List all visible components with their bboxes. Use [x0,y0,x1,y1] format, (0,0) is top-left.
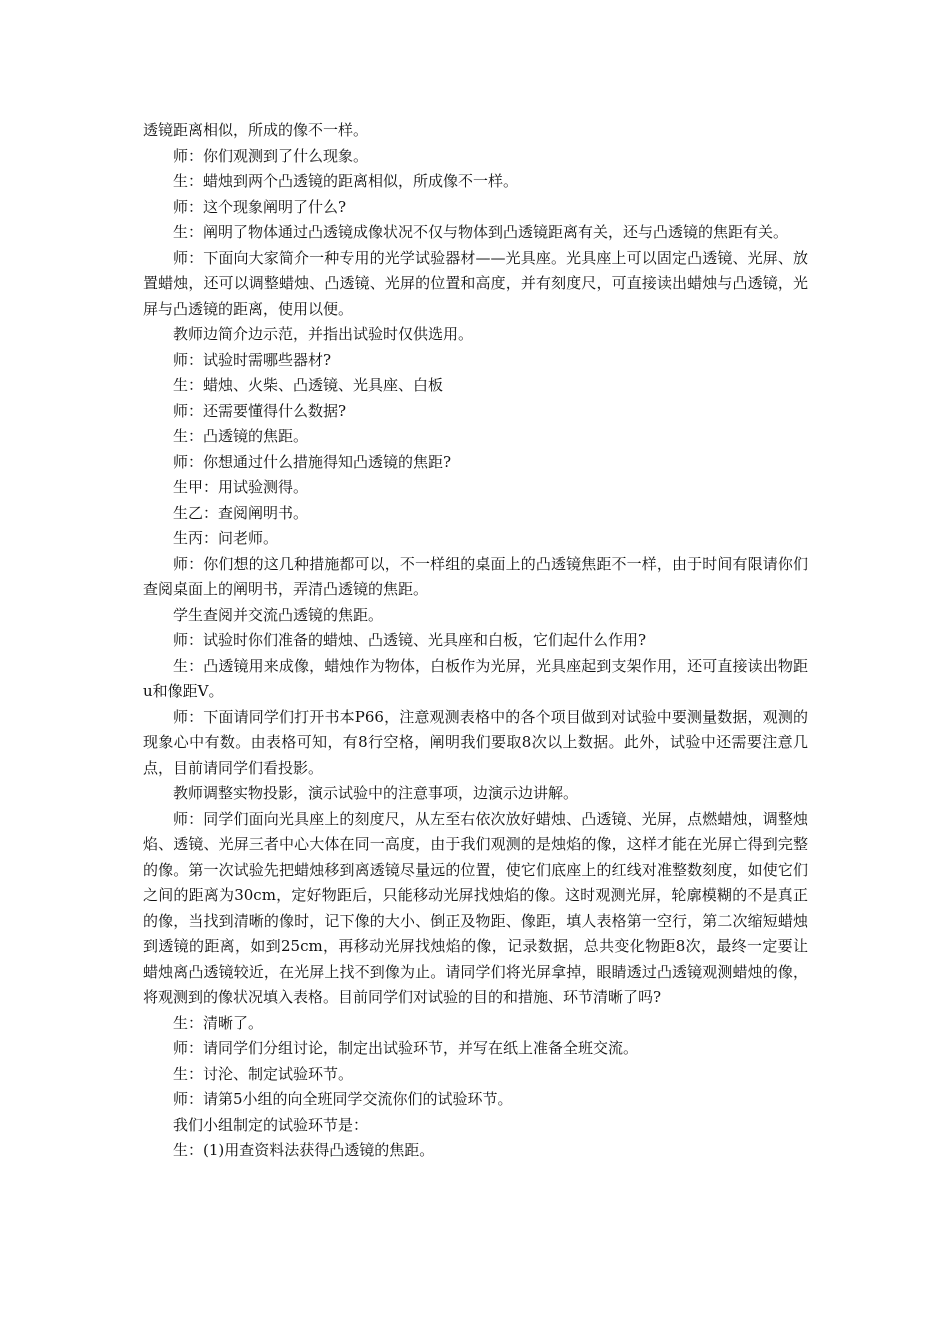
paragraph-narration: 学生查阅并交流凸透镜的焦距。 [173,605,384,624]
paragraph-teacher-instructions: 师：请第5小组的向全班同学交流你们的试验环节。 [173,1090,513,1108]
paragraph-narration: 教师调整实物投影，演示试验中的注意事项，边演示边讲解。 [173,784,579,802]
paragraph-student-answer: 生乙：查阅阐明书。 [173,503,309,522]
paragraph-student-answer: 生：凸透镜的焦距。 [173,427,309,445]
paragraph-teacher-question: 师：这个现象阐明了什么? [173,197,347,216]
paragraph-student-answer: 生：阐明了物体通过凸透镜成像状况不仅与物体到凸透镜距离有关，还与凸透镜的焦距有关。 [173,223,789,241]
paragraph-student-answer: 生：凸透镜用来成像，蜡烛作为物体，白板作为光屏，光具座起到支架作用，还可直接读出物距u和像距V。 [143,656,808,700]
paragraph-teacher-instructions: 师：同学们面向光具座上的刻度尺，从左至右依次放好蜡烛、凸透镜、光屏，点燃蜡烛，调整烛焰、透镜、光屏三者中心大体在同一高度，由于我们观测的是烛焰的像，这样才能在光屏亡得到完整的像。第一次试验先把蜡烛移到离透镜尽量远的位置，使它们底座上的红线对准整数刻度，如使它们之间的距离为30cm，定好物距后，只能移动光屏找烛焰的像。这时观测光屏，轮廓模糊的不是真正的像，当找到清晰的像时，记下像的大小、倒正及物距、像距，填人表格第一空行，第二次缩短蜡烛到透镜的距离，如到25cm，再移动光屏找烛焰的像，记录数据，总共变化物距8次，最终一定要让蜡烛离凸透镜较近，在光屏上找不到像为止。请同学们将光屏拿掉，眼睛透过凸透镜观测蜡烛的像，将观测到的像状况填入表格。目前同学们对试验的目的和措施、环节清晰了吗? [143,809,808,1006]
paragraph-narration: 教师边简介边示范，并指出试验时仅供选用。 [173,325,474,343]
paragraph-teacher-question: 师：还需要懂得什么数据? [173,401,347,420]
paragraph-teacher-question: 师：你们观测到了什么现象。 [173,146,369,165]
paragraph-teacher-question: 师：你想通过什么措施得知凸透镜的焦距? [173,452,452,471]
paragraph-student-answer: 生：清晰了。 [173,1013,264,1032]
paragraph-narration: 我们小组制定的试验环节是： [173,1115,369,1134]
paragraph-teacher-instructions: 师：请同学们分组讨论，制定出试验环节，并写在纸上准备全班交流。 [173,1039,639,1057]
paragraph-teacher-intro: 师：下面向大家简介一种专用的光学试验器材——光具座。光具座上可以固定凸透镜、光屏、放置蜡烛，还可以调整蜡烛、凸透镜、光屏的位置和高度，并有刻度尺，可直接读出蜡烛与凸透镜，光屏与凸透镜的距离，使用以便。 [143,248,808,318]
paragraph-teacher-question: 师：试验时需哪些器材? [173,350,332,369]
paragraph-teacher-question: 师：试验时你们准备的蜡烛、凸透镜、光具座和白板，它们起什么作用? [173,631,647,649]
paragraph-student-answer: 生：讨沦、制定试验环节。 [173,1064,354,1083]
paragraph-student-answer: 生：蜡烛、火柴、凸透镜、光具座、白板 [173,376,444,394]
paragraph-student-answer: 生甲：用试验测得。 [173,478,309,496]
paragraph-student-answer: 生：蜡烛到两个凸透镜的距离相似，所成像不一样。 [173,172,519,190]
paragraph-student-answer: 生：(1)用查资料法获得凸透镜的焦距。 [173,1141,435,1159]
paragraph-continuation: 透镜距离相似，所成的像不一样。 [143,121,369,139]
document-body [143,118,808,1164]
paragraph-teacher-explanation: 师：下面请同学们打开书本P66，注意观测表格中的各个项目做到对试验中要测量数据，观测的现象心中有数。由表格可知，有8行空格，阐明我们要取8次以上数据。此外，试验中还需要注意几点，目前请同学们看投影。 [143,707,808,777]
paragraph-student-answer: 生丙：问老师。 [173,529,279,547]
paragraph-teacher-explanation: 师：你们想的这几种措施都可以，不一样组的桌面上的凸透镜焦距不一样，由于时间有限请你们查阅桌面上的阐明书，弄清凸透镜的焦距。 [143,554,808,598]
